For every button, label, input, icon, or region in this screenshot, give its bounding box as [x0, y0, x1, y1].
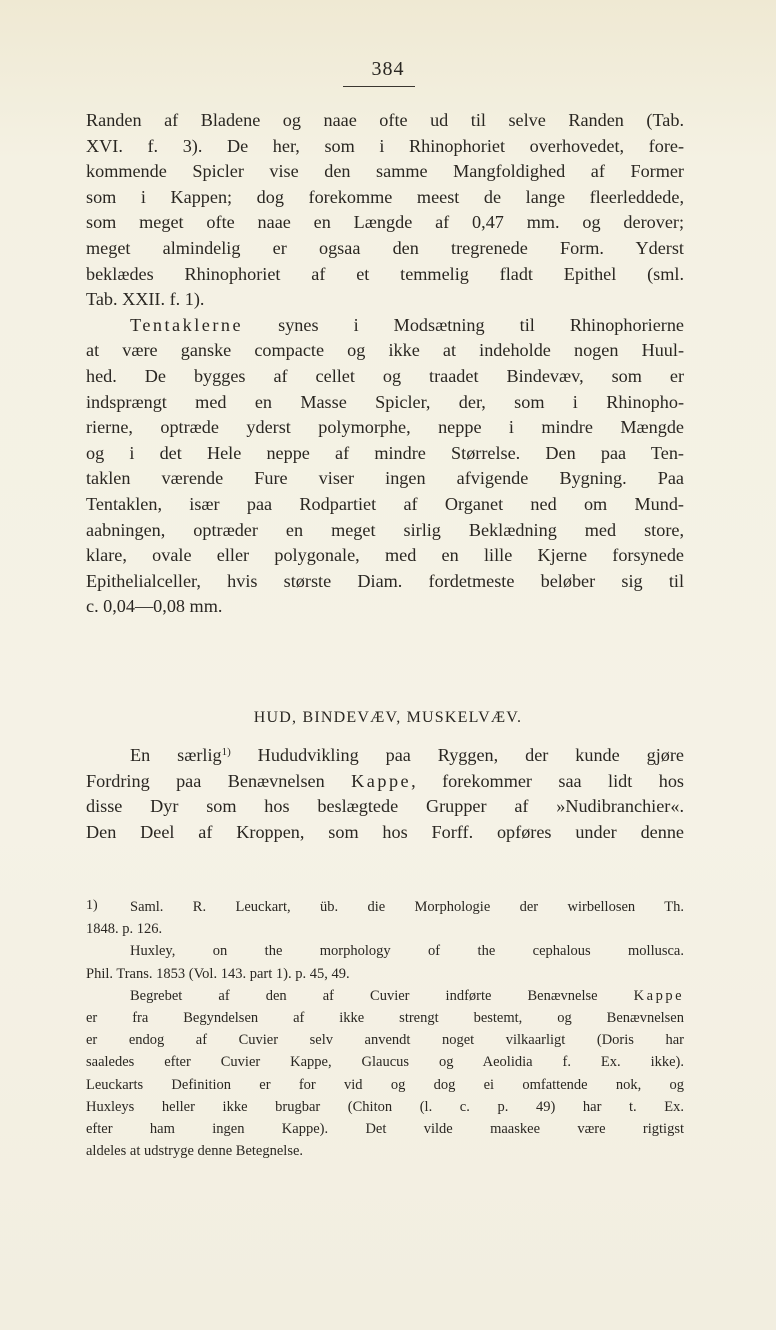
text-line: Tentaklen, især paa Rodpartiet af Organet ned om Mund-	[86, 493, 684, 514]
footnote-line: Huxley, on the morphology of the cephalous mollusca.	[130, 943, 684, 960]
text-line: klare, ovale eller polygonale, med en lille Kjerne forsynede	[86, 545, 684, 566]
footnote-line: aldeles at udstryge denne Betegnelse.	[86, 1143, 304, 1160]
text-line: Den Deel af Kroppen, som hos Forff. opføres under denne	[86, 821, 684, 842]
text-line: c. 0,04—0,08 mm.	[86, 596, 223, 617]
text-line: at være ganske compacte og ikke at indeholde nogen Huul-	[86, 340, 684, 361]
paragraph-first-line	[86, 313, 684, 339]
text-fragment: Hududvikling paa Ryggen, der kunde gjøre	[230, 745, 684, 765]
footnote-reference: 1)	[221, 746, 231, 758]
text-line: taklen værende Fure viser ingen afvigende Bygning. Paa	[86, 468, 684, 489]
text-line: beklædes Rhinophoriet af et temmelig fladt Epithel (sml.	[86, 263, 684, 284]
text-fragment: synes i Modsætning til Rhinophorierne	[243, 314, 684, 335]
text-line: meget almindelig er ogsaa den tregrenede Form. Yderst	[86, 237, 684, 258]
text-line: XVI. f. 3). De her, som i Rhinophoriet overhovedet, fore-	[86, 135, 684, 156]
spaced-term: Kappe	[633, 987, 684, 1004]
text-line: som i Kappen; dog forekomme meest de lange fleerleddede,	[86, 186, 684, 207]
text-line: Randen af Bladene og naae ofte ud til selve Randen (Tab.	[86, 110, 684, 130]
page-number-rule	[343, 86, 415, 87]
footnote-line: saaledes efter Cuvier Kappe, Glaucus og Aeolidia f. Ex. ikke).	[86, 1054, 684, 1071]
page-number: 384	[371, 58, 405, 80]
footnote-line: Leuckarts Definition er for vid og dog ei omfattende nok, og	[86, 1076, 684, 1093]
text-line: aabningen, optræder en meget sirlig Beklædning med store,	[86, 519, 684, 540]
section-heading: HUD, BINDEVÆV, MUSKELVÆV.	[253, 709, 523, 726]
body-text-lower	[86, 740, 684, 845]
footnote-line: Phil. Trans. 1853 (Vol. 143. part 1). p. 45, 49.	[86, 965, 350, 982]
text-line	[86, 769, 684, 795]
spaced-term: Tentaklerne	[130, 314, 244, 335]
footnote-line: er fra Begyndelsen af ikke strengt bestemt, og Benævnelsen	[86, 1010, 684, 1027]
footnote-line: er endog af Cuvier selv anvendt noget vilkaarligt (Doris har	[86, 1032, 684, 1049]
text-line: kommende Spicler vise den samme Mangfoldighed af Former	[86, 161, 684, 182]
text-line: Epithelialceller, hvis største Diam. fordetmeste beløber sig til	[86, 570, 684, 591]
text-fragment: Begrebet af den af Cuvier indførte Benævnelse	[130, 987, 634, 1004]
footnotes	[86, 896, 684, 1162]
text-line: disse Dyr som hos beslægtede Grupper af »Nudibranchier«.	[86, 796, 684, 817]
text-line: indsprængt med en Masse Spicler, der, som i Rhinopho-	[86, 391, 684, 412]
footnote-line: efter ham ingen Kappe). Det vilde maaskee være rigtigst	[86, 1121, 684, 1138]
footnote-line	[86, 896, 684, 918]
body-text-upper	[86, 108, 684, 620]
footnote-mark: 1)	[86, 898, 98, 913]
spaced-term: Kappe	[351, 770, 412, 791]
text-line: Tab. XXII. f. 1).	[86, 289, 205, 310]
footnote-line: Huxleys heller ikke brugbar (Chiton (l. c. p. 49) har t. Ex.	[86, 1098, 684, 1115]
text-fragment: Saml. R. Leuckart, üb. die Morphologie der wirbellosen Th.	[130, 899, 684, 915]
text-fragment: En særlig	[130, 745, 222, 765]
text-line: som meget ofte naae en Længde af 0,47 mm. og derover;	[86, 212, 684, 233]
footnote-line	[86, 985, 684, 1007]
text-fragment: Fordring paa Benævnelsen	[86, 770, 352, 791]
text-line: rierne, optræde yderst polymorphe, neppe i mindre Mængde	[86, 417, 684, 438]
paragraph-first-line	[86, 740, 684, 769]
footnote-line: 1848. p. 126.	[86, 921, 163, 938]
text-fragment: , forekommer saa lidt hos	[411, 770, 684, 791]
text-line: hed. De bygges af cellet og traadet Bindevæv, som er	[86, 365, 684, 386]
text-line: og i det Hele neppe af mindre Størrelse. Den paa Ten-	[86, 442, 684, 463]
